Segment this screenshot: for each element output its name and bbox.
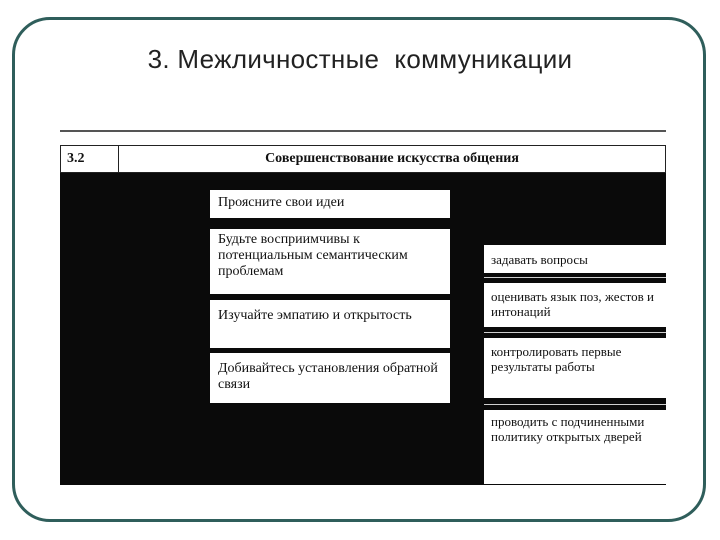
left-item: Проясните свои идеи (210, 190, 450, 218)
separator-line (484, 332, 666, 333)
right-item: оценивать язык поз, жестов и интонаций (484, 283, 666, 327)
table-heading: Совершенствование искусства общения (265, 151, 519, 166)
left-item: Изучайте эмпатию и открытость (210, 300, 450, 348)
left-item: Добивайтесь установления обратной связи (210, 353, 450, 403)
right-item: контролировать первые результаты работы (484, 338, 666, 398)
right-item: проводить с подчиненными политику открытых дверей (484, 410, 666, 484)
separator-line (484, 277, 666, 278)
separator-line (484, 404, 666, 405)
divider-line (60, 130, 666, 132)
table-header (60, 145, 666, 173)
right-item: задавать вопросы (484, 245, 666, 273)
table-number: 3.2 (61, 146, 119, 172)
left-item: Будьте восприимчивы к потенциальным семантическим проблемам (210, 229, 450, 294)
slide-title: 3. Межличностные коммуникации (147, 44, 573, 74)
table-panel (60, 145, 666, 485)
